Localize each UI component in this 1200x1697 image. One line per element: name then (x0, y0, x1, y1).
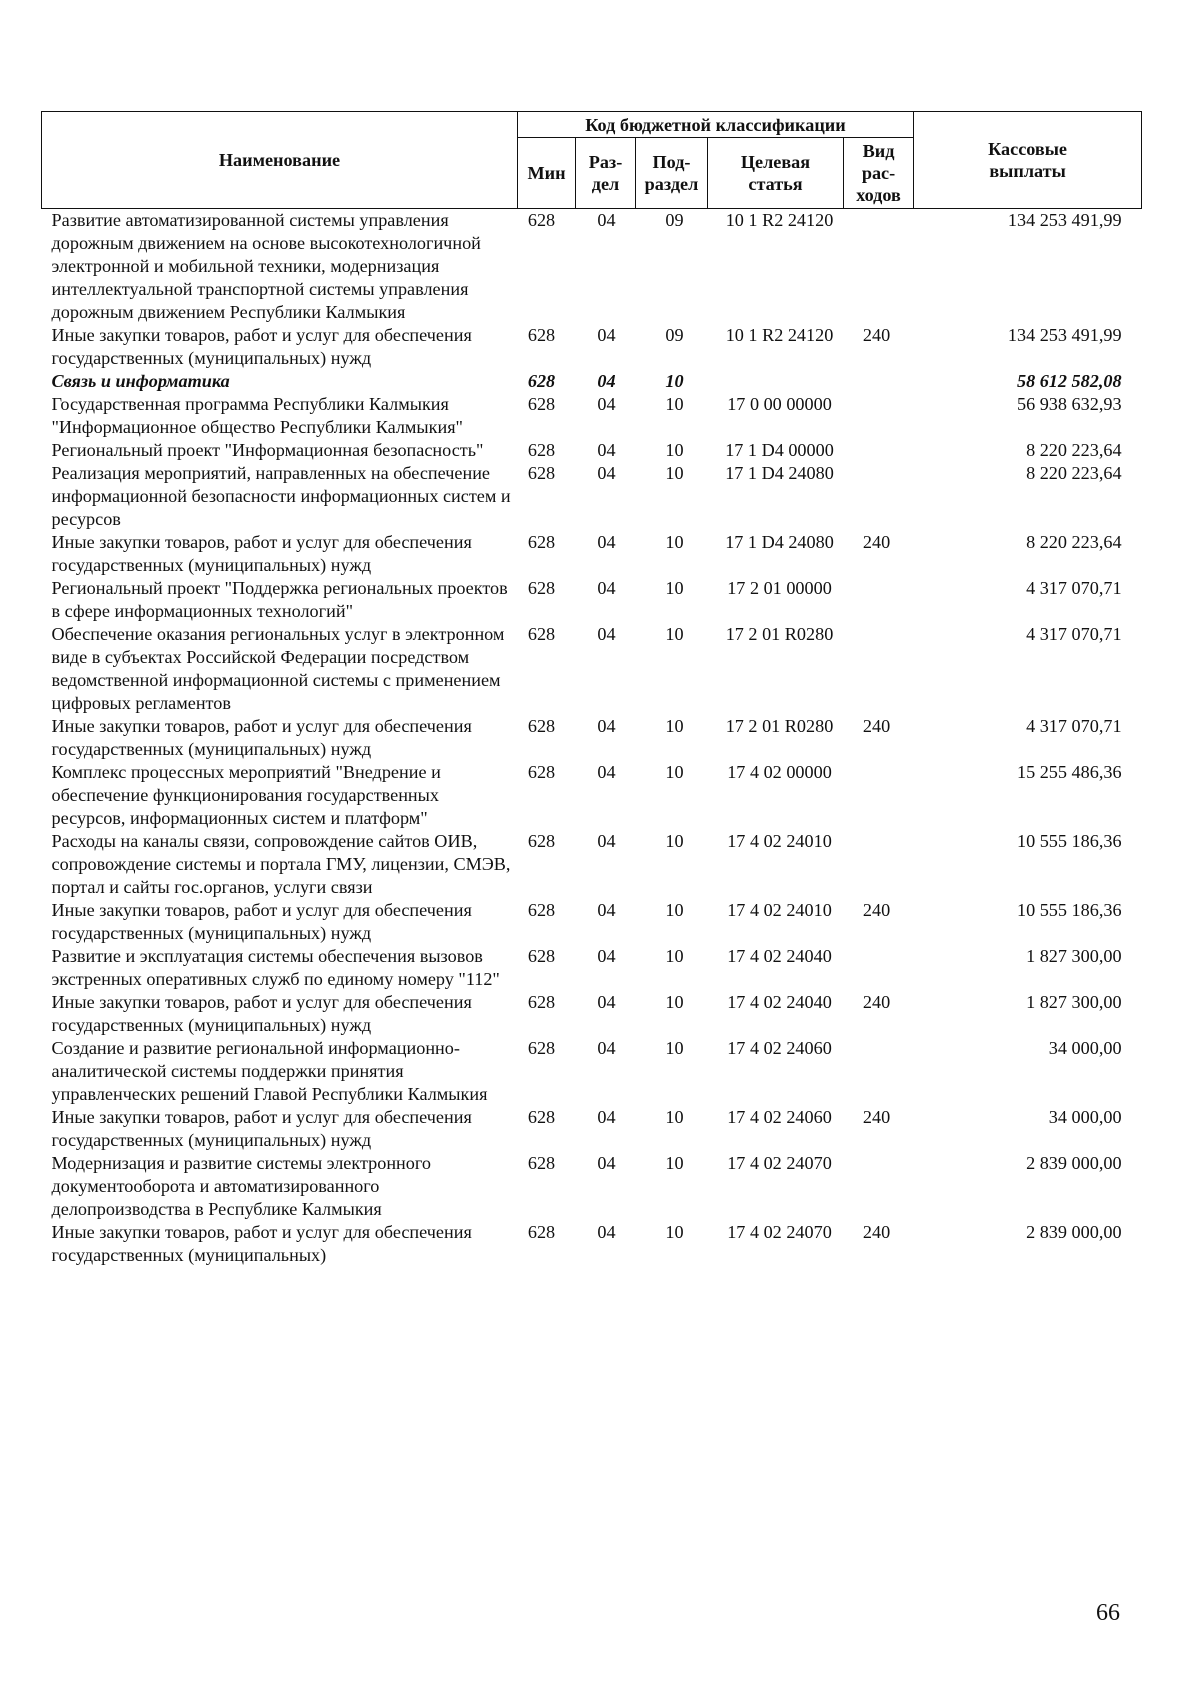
cell-razdel: 04 (597, 762, 616, 782)
cell-min: 628 (527, 946, 556, 966)
cell-podrazdel: 10 (665, 762, 684, 782)
cell-vid: 240 (862, 325, 891, 345)
cell-name: Региональный проект "Информационная безопасность" (51, 440, 484, 460)
cell-min: 628 (527, 440, 556, 460)
cell-razdel: 04 (597, 716, 616, 736)
cell-razdel: 04 (597, 394, 616, 414)
section-row (42, 370, 1142, 393)
cell-amount: 2 839 000,00 (1026, 1153, 1122, 1173)
header-vid: Вид рас- ходов (844, 138, 914, 209)
cell-article: 17 1 D4 24080 (725, 532, 834, 552)
budget-table (41, 111, 1142, 1267)
cell-article: 17 4 02 24040 (727, 946, 832, 966)
table-row (42, 991, 1142, 1037)
cell-podrazdel: 09 (665, 210, 684, 230)
cell-min: 628 (527, 762, 556, 782)
cell-name: Связь и информатика (51, 371, 230, 391)
table-row (42, 1221, 1142, 1267)
cell-vid (844, 577, 914, 623)
cell-article: 17 4 02 24070 (727, 1153, 832, 1173)
table-row (42, 830, 1142, 899)
cell-podrazdel: 10 (665, 1107, 684, 1127)
cell-amount: 34 000,00 (1048, 1107, 1122, 1127)
header-razdel: Раз- дел (576, 138, 636, 209)
cell-podrazdel: 10 (665, 831, 684, 851)
cell-name: Иные закупки товаров, работ и услуг для обеспечения государственных (муниципальных) нужд (51, 716, 472, 759)
table-row (42, 623, 1142, 715)
cell-podrazdel: 10 (665, 463, 684, 483)
cell-min: 628 (527, 1107, 556, 1127)
cell-min: 628 (527, 210, 556, 230)
cell-name: Иные закупки товаров, работ и услуг для обеспечения государственных (муниципальных) нужд (51, 532, 472, 575)
cell-vid (844, 439, 914, 462)
cell-podrazdel: 10 (665, 716, 684, 736)
cell-vid (844, 945, 914, 991)
cell-podrazdel: 10 (665, 1038, 684, 1058)
table-row (42, 531, 1142, 577)
cell-article: 17 4 02 24070 (727, 1222, 832, 1242)
cell-razdel: 04 (597, 831, 616, 851)
header-podrazdel: Под- раздел (636, 138, 708, 209)
cell-name: Иные закупки товаров, работ и услуг для обеспечения государственных (муниципальных) нужд (51, 1107, 472, 1150)
cell-article: 10 1 R2 24120 (725, 210, 834, 230)
cell-razdel: 04 (597, 440, 616, 460)
cell-name: Иные закупки товаров, работ и услуг для обеспечения государственных (муниципальных) нужд (51, 900, 472, 943)
cell-razdel: 04 (597, 992, 616, 1012)
header-name: Наименование (42, 112, 518, 209)
cell-razdel: 04 (597, 210, 616, 230)
cell-vid: 240 (862, 1107, 891, 1127)
cell-vid (844, 370, 914, 393)
cell-amount: 56 938 632,93 (1016, 394, 1122, 414)
table-row (42, 393, 1142, 439)
cell-article: 10 1 R2 24120 (725, 325, 834, 345)
cell-amount: 8 220 223,64 (1026, 440, 1122, 460)
cell-amount: 58 612 582,08 (1016, 371, 1122, 391)
cell-razdel: 04 (597, 946, 616, 966)
cell-article: 17 0 00 00000 (727, 394, 832, 414)
cell-razdel: 04 (597, 1038, 616, 1058)
table-row (42, 324, 1142, 370)
cell-vid: 240 (862, 532, 891, 552)
cell-vid (844, 761, 914, 830)
cell-podrazdel: 10 (665, 532, 684, 552)
cell-vid: 240 (862, 992, 891, 1012)
cell-amount: 4 317 070,71 (1026, 716, 1122, 736)
cell-podrazdel: 10 (665, 624, 684, 644)
cell-name: Иные закупки товаров, работ и услуг для обеспечения государственных (муниципальных) нужд (51, 325, 472, 368)
cell-article: 17 1 D4 24080 (725, 463, 834, 483)
cell-min: 628 (527, 1153, 556, 1173)
cell-article: 17 4 02 24040 (727, 992, 832, 1012)
cell-name: Обеспечение оказания региональных услуг в электронном виде в субъектах Российской Федерации посредством ведомственной информационной системы с применением цифровых регламентов (51, 624, 505, 713)
cell-amount: 2 839 000,00 (1026, 1222, 1122, 1242)
cell-name: Иные закупки товаров, работ и услуг для обеспечения государственных (муниципальных) нужд (51, 992, 472, 1035)
cell-article (708, 370, 844, 393)
cell-amount: 10 555 186,36 (1016, 831, 1122, 851)
cell-podrazdel: 10 (665, 946, 684, 966)
cell-article: 17 4 02 24060 (727, 1038, 832, 1058)
cell-article: 17 2 01 R0280 (725, 716, 834, 736)
cell-min: 628 (527, 394, 556, 414)
cell-razdel: 04 (597, 371, 616, 391)
cell-amount: 134 253 491,99 (1007, 210, 1122, 230)
cell-vid (844, 623, 914, 715)
table-row (42, 577, 1142, 623)
cell-min: 628 (527, 532, 556, 552)
cell-amount: 8 220 223,64 (1026, 532, 1122, 552)
cell-article: 17 2 01 00000 (727, 578, 832, 598)
cell-amount: 1 827 300,00 (1026, 946, 1122, 966)
cell-name: Развитие автоматизированной системы управления дорожным движением на основе высокотехнологичной электронной и мобильной техники, модернизация интеллектуальной транспортной системы управления дорожным движением Республики Калмыкия (51, 210, 481, 322)
cell-razdel: 04 (597, 624, 616, 644)
cell-podrazdel: 10 (665, 900, 684, 920)
cell-amount: 10 555 186,36 (1016, 900, 1122, 920)
table-row (42, 899, 1142, 945)
cell-podrazdel: 10 (665, 440, 684, 460)
cell-min: 628 (527, 578, 556, 598)
table-body (42, 209, 1142, 1268)
cell-name: Развитие и эксплуатация системы обеспечения вызовов экстренных оперативных служб по единому номеру "112" (51, 946, 500, 989)
cell-amount: 8 220 223,64 (1026, 463, 1122, 483)
table-row (42, 715, 1142, 761)
table-header (42, 112, 1142, 209)
cell-amount: 34 000,00 (1048, 1038, 1122, 1058)
cell-vid: 240 (862, 1222, 891, 1242)
cell-razdel: 04 (597, 578, 616, 598)
cell-vid (844, 209, 914, 325)
cell-name: Расходы на каналы связи, сопровождение сайтов ОИВ, сопровождение системы и портала ГМУ, лицензии, СМЭВ, портал и сайты гос.органов, услуги связи (51, 831, 511, 897)
cell-amount: 1 827 300,00 (1026, 992, 1122, 1012)
cell-podrazdel: 10 (665, 371, 684, 391)
cell-amount: 4 317 070,71 (1026, 624, 1122, 644)
table-row (42, 761, 1142, 830)
cell-vid (844, 1152, 914, 1221)
cell-vid: 240 (862, 716, 891, 736)
cell-article: 17 4 02 00000 (727, 762, 832, 782)
cell-min: 628 (527, 716, 556, 736)
table-row (42, 1106, 1142, 1152)
cell-min: 628 (527, 1222, 556, 1242)
cell-vid (844, 1037, 914, 1106)
cell-min: 628 (527, 831, 556, 851)
header-amount: Кассовые выплаты (914, 112, 1142, 209)
cell-min: 628 (527, 992, 556, 1012)
cell-razdel: 04 (597, 1153, 616, 1173)
cell-article: 17 4 02 24060 (727, 1107, 832, 1127)
cell-podrazdel: 10 (665, 578, 684, 598)
cell-podrazdel: 10 (665, 1222, 684, 1242)
cell-article: 17 4 02 24010 (727, 831, 832, 851)
cell-vid: 240 (862, 900, 891, 920)
table-row (42, 945, 1142, 991)
cell-name: Иные закупки товаров, работ и услуг для обеспечения государственных (муниципальных) (51, 1222, 472, 1265)
table-row (42, 462, 1142, 531)
cell-min: 628 (527, 900, 556, 920)
cell-min: 628 (527, 325, 556, 345)
cell-vid (844, 462, 914, 531)
cell-razdel: 04 (597, 1107, 616, 1127)
cell-podrazdel: 09 (665, 325, 684, 345)
cell-name: Региональный проект "Поддержка региональных проектов в сфере информационных технологий" (51, 578, 508, 621)
cell-vid (844, 393, 914, 439)
table-row (42, 209, 1142, 325)
cell-razdel: 04 (597, 1222, 616, 1242)
header-min: Мин (518, 138, 576, 209)
cell-amount: 15 255 486,36 (1016, 762, 1122, 782)
cell-min: 628 (527, 371, 556, 391)
cell-amount: 4 317 070,71 (1026, 578, 1122, 598)
cell-article: 17 2 01 R0280 (725, 624, 834, 644)
cell-razdel: 04 (597, 532, 616, 552)
cell-min: 628 (527, 624, 556, 644)
cell-podrazdel: 10 (665, 394, 684, 414)
table-row (42, 439, 1142, 462)
cell-name: Модернизация и развитие системы электронного документооборота и автоматизированного делопроизводства в Республике Калмыкия (51, 1153, 431, 1219)
page-number: 66 (1096, 1600, 1120, 1626)
table-row (42, 1037, 1142, 1106)
cell-article: 17 1 D4 00000 (725, 440, 834, 460)
cell-vid (844, 830, 914, 899)
cell-razdel: 04 (597, 900, 616, 920)
cell-razdel: 04 (597, 325, 616, 345)
header-code-group: Код бюджетной классификации (518, 112, 914, 138)
cell-name: Комплекс процессных мероприятий "Внедрение и обеспечение функционирования государственных ресурсов, информационных систем и платформ" (51, 762, 441, 828)
cell-razdel: 04 (597, 463, 616, 483)
cell-article: 17 4 02 24010 (727, 900, 832, 920)
cell-min: 628 (527, 1038, 556, 1058)
cell-name: Реализация мероприятий, направленных на обеспечение информационной безопасности информационных систем и ресурсов (51, 463, 511, 529)
cell-amount: 134 253 491,99 (1007, 325, 1122, 345)
cell-name: Государственная программа Республики Калмыкия "Информационное общество Республики Калмыкия" (51, 394, 463, 437)
cell-podrazdel: 10 (665, 992, 684, 1012)
header-article: Целевая статья (708, 138, 844, 209)
table-row (42, 1152, 1142, 1221)
cell-min: 628 (527, 463, 556, 483)
cell-podrazdel: 10 (665, 1153, 684, 1173)
cell-name: Создание и развитие региональной информационно-аналитической системы поддержки принятия управленческих решений Главой Республики Калмыкия (51, 1038, 488, 1104)
